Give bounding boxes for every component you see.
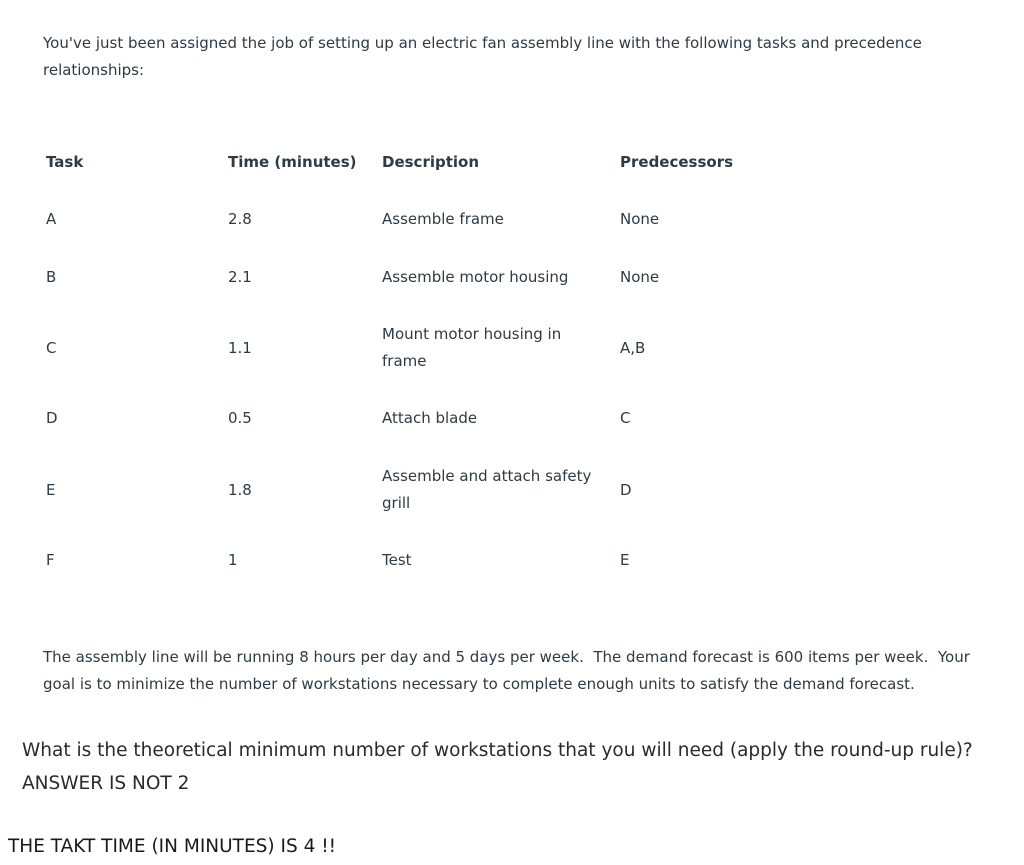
time-cell: 0.5: [228, 409, 252, 427]
task-cell: A: [46, 210, 57, 228]
outro-line-2: goal is to minimize the number of workstations necessary to complete enough units to satisfy the demand forecast.: [43, 675, 915, 693]
predecessors-cell: None: [620, 268, 660, 286]
time-cell: 2.1: [228, 268, 252, 286]
outro-line-1: The assembly line will be running 8 hours per day and 5 days per week. The demand forecast is 600 items per week. Your: [43, 648, 970, 666]
description-cell: Test: [382, 551, 412, 569]
predecessors-cell: E: [620, 551, 630, 569]
predecessors-cell: A,B: [620, 339, 646, 357]
outro-paragraph: [43, 644, 1003, 698]
time-cell: 1.8: [228, 481, 252, 499]
intro-line-1: You've just been assigned the job of setting up an electric fan assembly line with the following tasks and precedence: [43, 34, 922, 52]
question-text: What is the theoretical minimum number of workstations that you will need (apply the round-up rule)?: [22, 740, 973, 761]
description-cell-line-1: Mount motor housing in: [382, 325, 562, 343]
intro-line-2: relationships:: [43, 61, 145, 79]
question-block: [22, 734, 1022, 800]
task-cell: C: [46, 339, 57, 357]
header-description: Description: [382, 153, 480, 171]
takt-time-note: THE TAKT TIME (IN MINUTES) IS 4 !!: [8, 836, 337, 857]
description-cell-line-2: frame: [382, 352, 427, 370]
time-cell: 1: [228, 551, 238, 569]
description-cell-line-2: grill: [382, 494, 411, 512]
predecessors-cell: C: [620, 409, 631, 427]
header-predecessors: Predecessors: [620, 153, 734, 171]
predecessors-cell: None: [620, 210, 660, 228]
description-cell: Attach blade: [382, 409, 478, 427]
answer-hint: ANSWER IS NOT 2: [22, 773, 190, 794]
task-cell: E: [46, 481, 56, 499]
predecessors-cell: D: [620, 481, 632, 499]
time-cell: 1.1: [228, 339, 252, 357]
description-cell: Assemble frame: [382, 210, 504, 228]
task-cell: B: [46, 268, 57, 286]
time-cell: 2.8: [228, 210, 252, 228]
intro-paragraph: [43, 30, 983, 84]
task-cell: F: [46, 551, 55, 569]
task-cell: D: [46, 409, 58, 427]
header-time: Time (minutes): [228, 153, 357, 171]
description-cell-line-1: Assemble and attach safety: [382, 467, 592, 485]
description-cell: Assemble motor housing: [382, 268, 569, 286]
header-task: Task: [46, 153, 84, 171]
